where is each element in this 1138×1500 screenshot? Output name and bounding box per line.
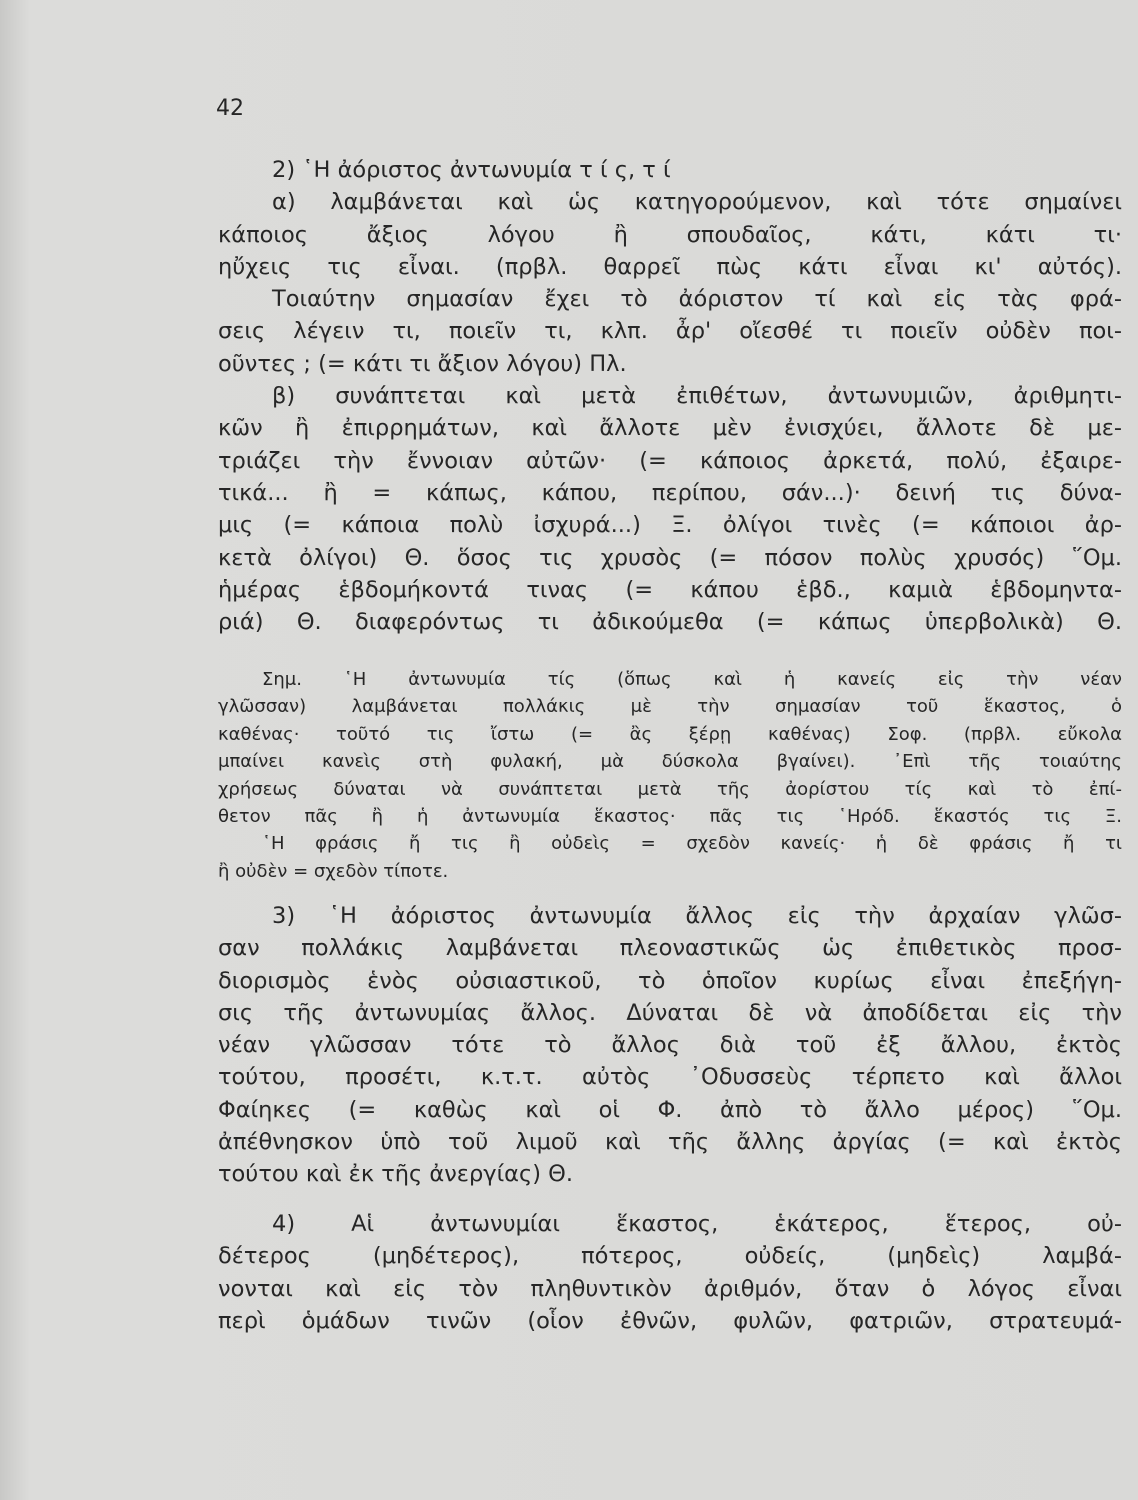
text-line: β) συνάπτεται καὶ μετὰ ἐπιθέτων, ἀντωνυμιῶν, ἀριθμητι- xyxy=(272,383,1122,410)
note-line: καθένας· τοῦτό τις ἴστω (= ἂς ξέρῃ καθένας) Σοφ. (πρβλ. εὔκολα xyxy=(218,723,1122,745)
text-line: οῦντες ; (= κάτι τι ἄξιον λόγου) Πλ. xyxy=(218,350,627,377)
text-line: δέτερος (μηδέτερος), πότερος, οὐδείς, (μηδεὶς) λαμβά- xyxy=(218,1243,1122,1270)
text-line: ριά) Θ. διαφερόντως τι ἀδικούμεθα (= κάπως ὑπερβολικὰ) Θ. xyxy=(218,609,1122,636)
section-heading: 3) ῾Η ἀόριστος ἀντωνυμία ἄλλος εἰς τὴν ἀρχαίαν γλῶσ- xyxy=(272,903,1122,929)
text-line: κῶν ἢ ἐπιρρημάτων, καὶ ἄλλοτε μὲν ἐνισχύει, ἄλλοτε δὲ με- xyxy=(218,415,1122,442)
note-line: Σημ. ῾Η ἀντωνυμία τίς (ὅπως καὶ ἡ κανείς εἰς τὴν νέαν xyxy=(262,669,1122,690)
text-line: τικά... ἢ = κάπως, κάπου, περίπου, σάν...)· δεινή τις δύνα- xyxy=(218,479,1122,506)
note-line: ἢ οὐδὲν = σχεδὸν τίποτε. xyxy=(218,860,449,882)
text-line: περὶ ὁμάδων τινῶν (οἷον ἐθνῶν, φυλῶν, φατριῶν, στρατευμά- xyxy=(218,1307,1122,1334)
text-line: α) λαμβάνεται καὶ ὡς κατηγορούμενον, καὶ τότε σημαίνει xyxy=(272,189,1122,216)
text-line: σεις λέγειν τι, ποιεῖν τι, κλπ. ἆρ' οἴεσθέ τι ποιεῖν οὐδὲν ποι- xyxy=(218,318,1122,345)
text-line: Φαίηκες (= καθὼς καὶ οἱ Φ. ἀπὸ τὸ ἄλλο μέρος) ῞Ομ. xyxy=(218,1096,1122,1123)
section-heading: 4) Αἱ ἀντωνυμίαι ἕκαστος, ἑκάτερος, ἕτερος, οὐ- xyxy=(272,1211,1122,1237)
page-number: 42 xyxy=(216,96,244,121)
note-line: μπαίνει κανεὶς στὴ φυλακή, μὰ δύσκολα βγαίνει). ᾿Επὶ τῆς τοιαύτης xyxy=(218,751,1122,773)
note-line: χρήσεως δύναται νὰ συνάπτεται μετὰ τῆς ἀορίστου τίς καὶ τὸ ἐπί- xyxy=(218,778,1122,800)
text-line: ηὔχεις τις εἶναι. (πρβλ. θαρρεῖ πὼς κάτι εἶναι κι' αὐτός). xyxy=(218,253,1122,280)
note-line: ῾Η φράσις ἤ τις ἢ οὐδεὶς = σχεδὸν κανείς· ἡ δὲ φράσις ἤ τι xyxy=(262,833,1122,855)
text-line: τριάζει τὴν ἔννοιαν αὐτῶν· (= κάποιος ἀρκετά, πολύ, ἐξαιρε- xyxy=(218,447,1122,474)
text-line: σαν πολλάκις λαμβάνεται πλεοναστικῶς ὡς ἐπιθετικὸς προσ- xyxy=(218,935,1122,962)
text-line: διορισμὸς ἑνὸς οὐσιαστικοῦ, τὸ ὁποῖον κυρίως εἶναι ἐπεξήγη- xyxy=(218,967,1122,994)
text-line: μις (= κάποια πολὺ ἰσχυρά...) Ξ. ὀλίγοι τινὲς (= κάποιοι ἀρ- xyxy=(218,512,1122,539)
text-line: τούτου, προσέτι, κ.τ.τ. αὐτὸς ᾿Οδυσσεὺς τέρπετο καὶ ἄλλοι xyxy=(218,1064,1122,1091)
text-line: σις τῆς ἀντωνυμίας ἄλλος. Δύναται δὲ νὰ ἀποδίδεται εἰς τὴν xyxy=(218,999,1122,1026)
section-heading: 2) ῾Η ἀόριστος ἀντωνυμία τ ί ς, τ ί xyxy=(272,157,671,183)
text-line: νονται καὶ εἰς τὸν πληθυντικὸν ἀριθμόν, ὅταν ὁ λόγος εἶναι xyxy=(218,1275,1122,1302)
text-line: νέαν γλῶσσαν τότε τὸ ἄλλος διὰ τοῦ ἐξ ἄλλου, ἐκτὸς xyxy=(218,1032,1122,1059)
note-block xyxy=(218,666,1122,885)
section-3 xyxy=(218,900,1122,1191)
text-line: ἡμέρας ἑβδομήκοντά τινας (= κάπου ἑβδ., καμιὰ ἑβδομηντα- xyxy=(218,576,1122,603)
text-line: ἀπέθνησκον ὑπὸ τοῦ λιμοῦ καὶ τῆς ἄλλης ἀργίας (= καὶ ἐκτὸς xyxy=(218,1129,1122,1156)
note-line: γλῶσσαν) λαμβάνεται πολλάκις μὲ τὴν σημασίαν τοῦ ἕκαστος, ὁ xyxy=(218,696,1122,718)
text-line: Τοιαύτην σημασίαν ἔχει τὸ ἀόριστον τί καὶ εἰς τὰς φρά- xyxy=(272,286,1122,313)
text-line: κετὰ ὀλίγοι) Θ. ὅσος τις χρυσὸς (= πόσον πολὺς χρυσός) ῞Ομ. xyxy=(218,544,1122,571)
text-line: κάποιος ἄξιος λόγου ἢ σπουδαῖος, κάτι, κάτι τι· xyxy=(218,221,1122,248)
section-4 xyxy=(218,1208,1122,1337)
text-line: τούτου καὶ ἐκ τῆς ἀνεργίας) Θ. xyxy=(218,1161,574,1188)
section-2 xyxy=(218,154,1122,638)
note-line: θετον πᾶς ἢ ἡ ἀντωνυμία ἕκαστος· πᾶς τις ῾Ηρόδ. ἕκαστός τις Ξ. xyxy=(218,805,1122,827)
